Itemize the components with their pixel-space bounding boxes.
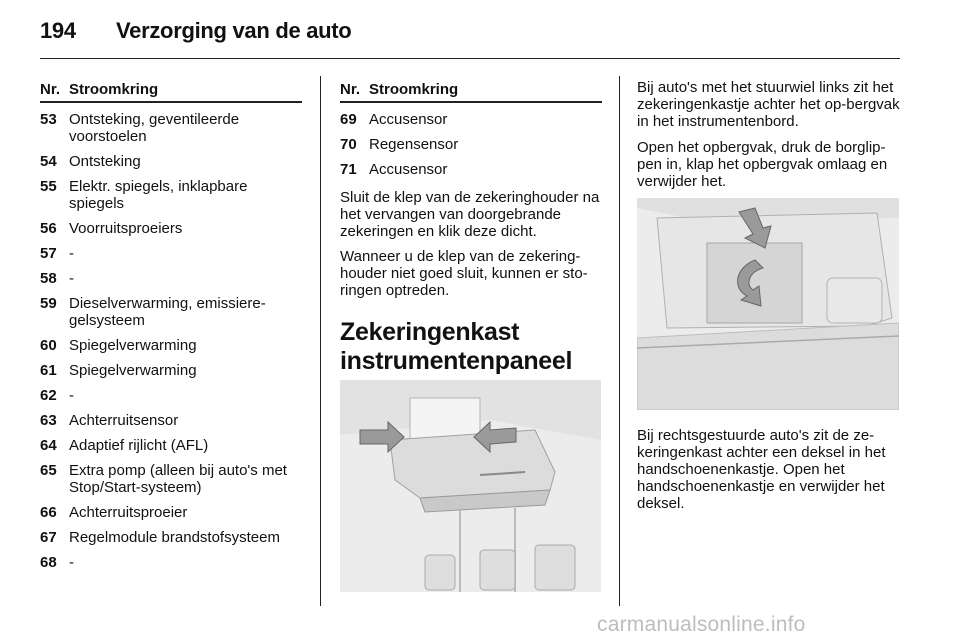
fuse-circuit: Accusensor (369, 111, 448, 128)
fuse-number: 66 (40, 504, 57, 521)
warning-text: Wanneer u de klep van de zekering-houder niet goed sluit, kunnen er sto-ringen optreden. (340, 248, 588, 299)
fuse-circuit: - (69, 387, 74, 404)
table-row (40, 529, 302, 546)
column-divider-left (320, 76, 321, 606)
fuse-number: 61 (40, 362, 57, 379)
table-row (40, 220, 302, 237)
table-row (40, 462, 302, 496)
fuse-circuit: Ontsteking, geventileerde voorstoelen (69, 111, 240, 145)
fuse-number: 67 (40, 529, 57, 546)
fuse-number: 58 (40, 270, 57, 287)
fuse-number: 63 (40, 412, 57, 429)
page-number: 194 (40, 18, 76, 43)
page-title: Verzorging van de auto (116, 18, 352, 43)
col-circuit-header: Stroomkring (369, 81, 459, 98)
col-nr-header: Nr. (340, 81, 361, 98)
table-row (40, 245, 302, 262)
fuse-table-middle (340, 81, 602, 178)
fuse-circuit: Extra pomp (alleen bij auto's met Stop/Start-systeem) (69, 462, 287, 496)
fuse-number: 57 (40, 245, 57, 262)
fuse-circuit: - (69, 245, 74, 262)
fuse-number: 71 (340, 161, 357, 178)
table-header (340, 81, 602, 103)
section-title-line1: Zekeringenkast (340, 318, 520, 346)
lhd-location-text: Bij auto's met het stuurwiel links zit het zekeringenkastje achter het op-bergvak in het instrumentenbord. (637, 79, 900, 130)
table-row (40, 153, 302, 170)
table-row (40, 437, 302, 454)
fuse-circuit: Dieselverwarming, emissiere-gelsysteem (69, 295, 266, 329)
table-row (40, 270, 302, 287)
fuse-number: 56 (40, 220, 57, 237)
fuse-circuit: Ontsteking (69, 153, 141, 170)
fuse-circuit: Regensensor (369, 136, 459, 153)
header-rule (40, 58, 900, 59)
table-row (40, 387, 302, 404)
table-row (40, 412, 302, 429)
fuse-circuit: Achterruitsproeier (69, 504, 188, 521)
col-nr-header: Nr. (40, 81, 61, 98)
fuse-circuit: - (69, 554, 74, 571)
fuse-number: 54 (40, 153, 57, 170)
fuse-circuit: Spiegelverwarming (69, 362, 197, 379)
column-divider-right (619, 76, 620, 606)
glovebox-illustration (637, 198, 899, 410)
fuse-table-left (40, 81, 302, 571)
fuse-circuit: Voorruitsproeiers (69, 220, 183, 237)
fuse-number: 64 (40, 437, 57, 454)
open-glovebox-text: Open het opbergvak, druk de borglip-pen in, klap het opbergvak omlaag en verwijder het. (637, 139, 888, 190)
table-row (40, 362, 302, 379)
close-cover-text: Sluit de klep van de zekeringhouder na het vervangen van doorgebrande zekeringen en klik deze dicht. (340, 189, 600, 240)
table-row (40, 504, 302, 521)
fuse-circuit: Achterruitsensor (69, 412, 179, 429)
table-row (340, 161, 602, 178)
fuse-circuit: Accusensor (369, 161, 448, 178)
section-title (340, 318, 572, 376)
table-row (40, 295, 302, 329)
fuse-circuit: Regelmodule brandstofsysteem (69, 529, 280, 546)
fuse-number: 55 (40, 178, 57, 195)
watermark-text: carmanualsonline.info (597, 613, 806, 636)
fuse-number: 65 (40, 462, 57, 479)
instrument-panel-illustration (340, 380, 601, 592)
fuse-number: 60 (40, 337, 57, 354)
fuse-number: 53 (40, 111, 57, 128)
table-row (40, 554, 302, 571)
table-header (40, 81, 302, 103)
fuse-number: 70 (340, 136, 357, 153)
col-circuit-header: Stroomkring (69, 81, 159, 98)
page-header (40, 18, 351, 44)
fuse-circuit: Spiegelverwarming (69, 337, 197, 354)
fuse-number: 62 (40, 387, 57, 404)
fuse-number: 68 (40, 554, 57, 571)
fuse-circuit: - (69, 270, 74, 287)
rhd-location-text: Bij rechtsgestuurde auto's zit de ze-keringenkast achter een deksel in het handschoenenkastje. Open het handschoenenkastje en verwijder het deksel. (637, 427, 886, 512)
table-row (340, 111, 602, 128)
fuse-number: 69 (340, 111, 357, 128)
section-title-line2: instrumentenpaneel (340, 347, 573, 375)
table-row (40, 178, 302, 212)
table-row (340, 136, 602, 153)
table-row (40, 337, 302, 354)
table-row (40, 111, 302, 145)
fuse-circuit: Elektr. spiegels, inklapbare spiegels (69, 178, 248, 212)
fuse-number: 59 (40, 295, 57, 312)
fuse-circuit: Adaptief rijlicht (AFL) (69, 437, 209, 454)
